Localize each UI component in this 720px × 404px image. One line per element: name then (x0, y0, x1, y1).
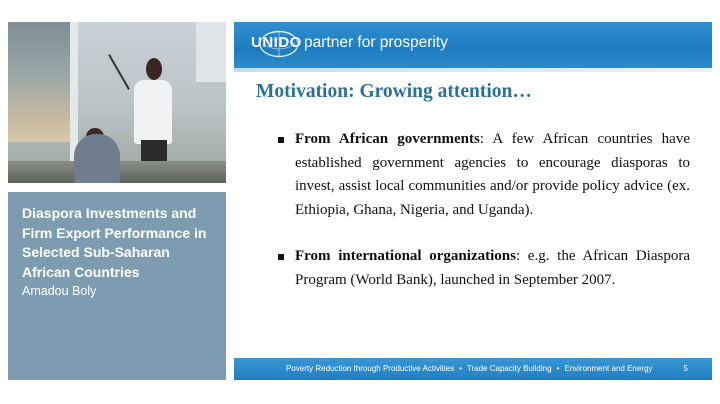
bullet-text: : e.g. the African Diaspora Program (World Bank), launched in September 2007. (295, 248, 690, 288)
slide-heading: Motivation: Growing attention… (256, 81, 532, 102)
bullet-lead: From international organizations (295, 248, 516, 264)
bullet-text: : A few African countries have established government agencies to encourage diasporas to invest, assist local communities and/or provide policy advice (ex. Ethiopia, Ghana, Nigeria, and Uganda). (295, 131, 690, 218)
list-item (278, 128, 690, 222)
unido-logo-text: UNIDO (251, 34, 302, 51)
bullet-square-icon (278, 254, 284, 260)
slide-footer (234, 358, 712, 380)
footer-themes (286, 364, 652, 373)
bullet-lead: From African governments (295, 131, 480, 147)
presentation-slide (234, 22, 712, 380)
slide-banner (234, 22, 712, 68)
page-number: 5 (683, 364, 688, 373)
footer-item: Trade Capacity Building (466, 364, 552, 373)
audience-member (74, 134, 120, 183)
bullet-list (278, 128, 690, 292)
talk-title: Diaspora Investments and Firm Export Performance in Selected Sub-Saharan African Countries (22, 205, 207, 280)
brand-tagline: partner for prosperity (304, 34, 448, 51)
speaker-video (8, 22, 226, 183)
speaker-body (134, 80, 172, 144)
video-background-poster (8, 22, 70, 142)
bullet-square-icon (278, 137, 284, 143)
footer-item: Environment and Energy (564, 364, 653, 373)
talk-info-panel (8, 192, 226, 380)
banner-underline (234, 68, 712, 72)
speaker-head (146, 58, 162, 80)
separator-dot-icon: • (459, 364, 462, 373)
speaker-name: Amadou Boly (22, 284, 97, 298)
list-item (278, 245, 690, 292)
video-background-window (196, 22, 226, 82)
footer-item: Poverty Reduction through Productive Activities (286, 364, 455, 373)
separator-dot-icon: • (556, 364, 560, 373)
microphone-stand (108, 54, 130, 90)
